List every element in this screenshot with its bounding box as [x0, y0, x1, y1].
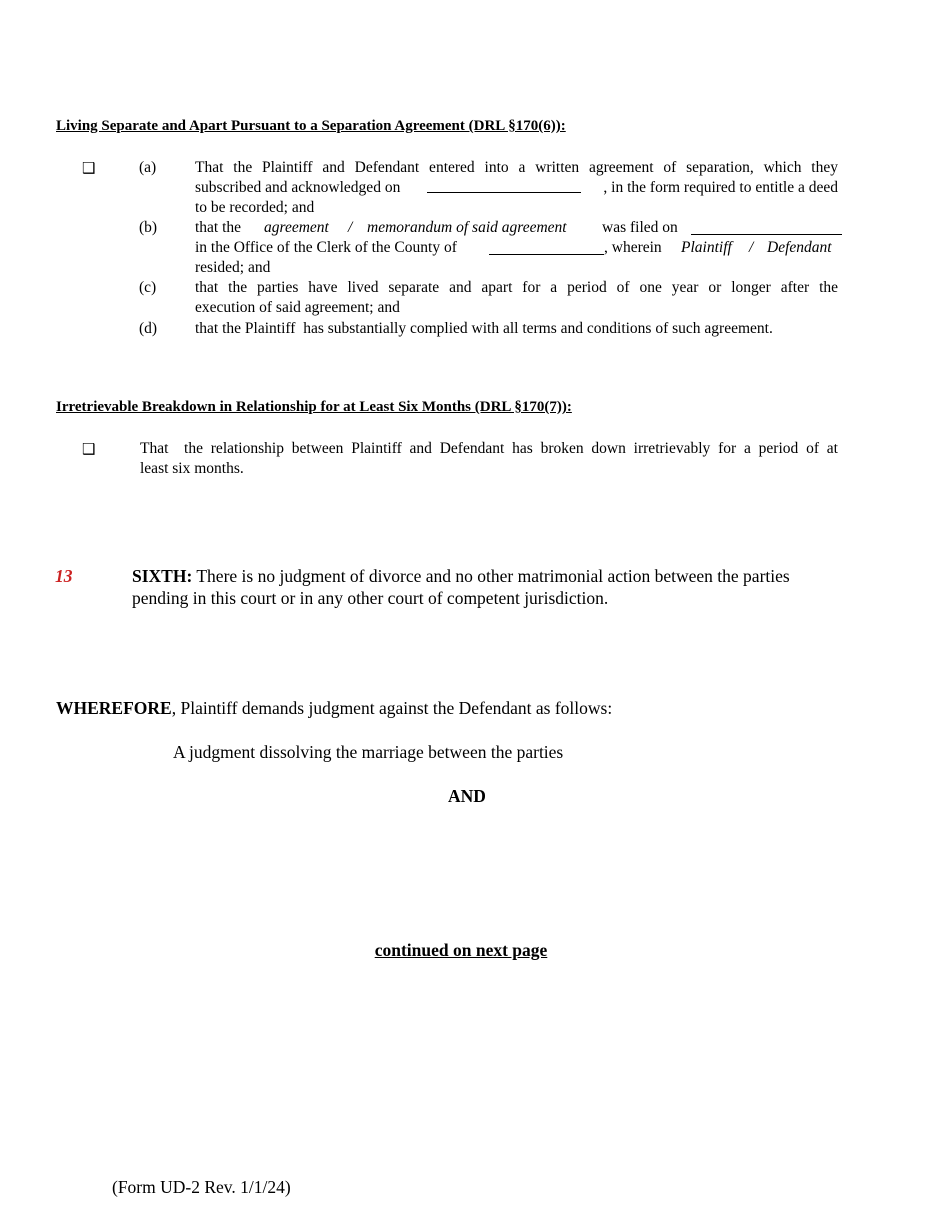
item-d-label: (d) [139, 320, 158, 337]
option-slash: / [348, 219, 353, 236]
item-a-line2 [195, 178, 838, 198]
judgment-line: A judgment dissolving the marriage between the parties [173, 742, 564, 762]
filed-date-blank[interactable] [691, 220, 842, 235]
item-a-line2-pre: subscribed and acknowledged on [195, 179, 401, 196]
item-c-label: (c) [139, 279, 157, 296]
item-c-line2: execution of said agreement; and [195, 299, 400, 316]
item-b-label: (b) [139, 219, 158, 236]
county-blank[interactable] [489, 240, 604, 255]
sixth-line2: pending in this court or in any other court of competent jurisdiction. [132, 588, 609, 608]
breakdown-line1: That the relationship between Plaintiff and Defendant has broken down irretrievably for a period of at [140, 440, 838, 457]
wherefore-line [56, 697, 612, 719]
option-agreement[interactable]: agreement [264, 219, 329, 236]
paragraph-number: 13 [55, 566, 73, 586]
separation-checkbox[interactable]: ❑ [82, 159, 96, 177]
item-a-line1: That the Plaintiff and Defendant entered into a written agreement of separation, which they [195, 159, 838, 176]
item-a-line2-post: , in the form required to entitle a deed [603, 179, 838, 196]
section-heading-separation: Living Separate and Apart Pursuant to a Separation Agreement (DRL §170(6)): [56, 118, 566, 134]
item-d-line1: that the Plaintiff has substantially complied with all terms and conditions of such agreement. [195, 320, 773, 337]
sixth-text: There is no judgment of divorce and no other matrimonial action between the parties [192, 566, 790, 586]
option-memorandum[interactable]: memorandum of said agreement [367, 219, 567, 236]
acknowledged-date-blank[interactable] [427, 178, 581, 193]
option-slash-2: / [749, 239, 754, 256]
section-heading-breakdown: Irretrievable Breakdown in Relationship for at Least Six Months (DRL §170(7)): [56, 399, 572, 415]
continued-notice: continued on next page [374, 940, 548, 960]
item-b-wherein: , wherein [604, 239, 662, 256]
item-b-pre: that the [195, 219, 242, 236]
and-heading: AND [448, 786, 486, 806]
item-b-filed: was filed on [602, 219, 678, 236]
item-a-label: (a) [139, 159, 157, 176]
item-b-line2-pre: in the Office of the Clerk of the County of [195, 239, 457, 256]
item-c-line1: that the parties have lived separate and apart for a period of one year or longer after the [195, 279, 838, 296]
breakdown-line2: least six months. [140, 460, 244, 477]
wherefore-text: , Plaintiff demands judgment against the Defendant as follows: [171, 698, 613, 718]
wherefore-lead: WHEREFORE [56, 698, 172, 718]
item-a-line3: to be recorded; and [195, 199, 315, 216]
form-footer: (Form UD-2 Rev. 1/1/24) [112, 1177, 291, 1197]
option-defendant[interactable]: Defendant [767, 239, 832, 256]
item-b-line3: resided; and [195, 259, 271, 276]
option-plaintiff[interactable]: Plaintiff [681, 239, 732, 256]
sixth-line1 [132, 565, 837, 587]
sixth-lead: SIXTH: [132, 566, 193, 586]
breakdown-checkbox[interactable]: ❑ [82, 440, 96, 458]
